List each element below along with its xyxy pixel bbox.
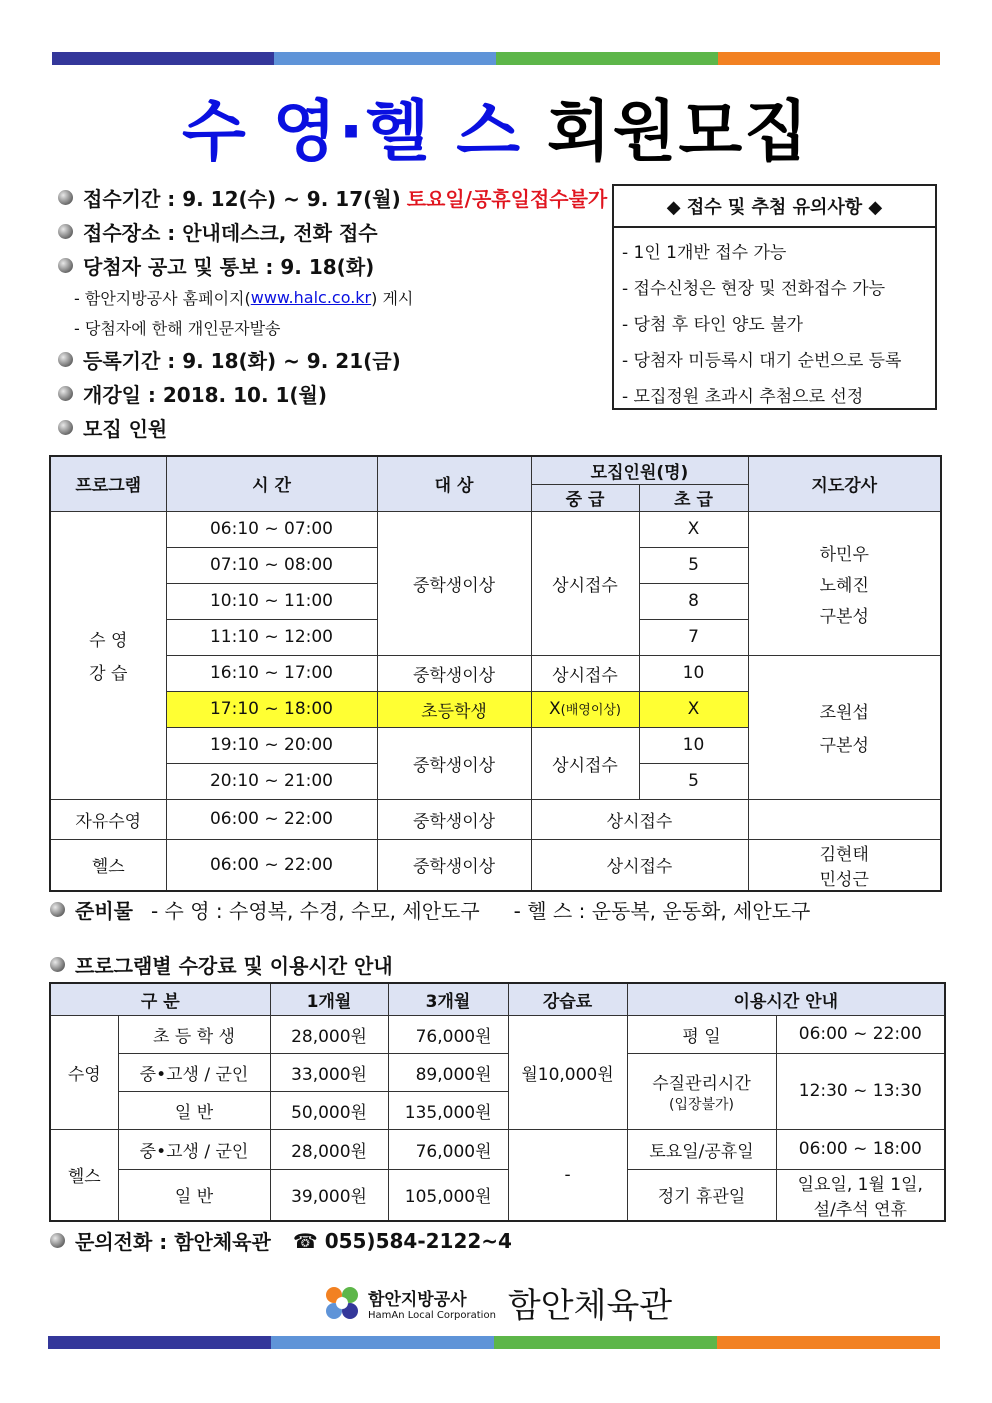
header-target: 대 상 — [377, 456, 531, 511]
mid-count-cell: 상시접수 — [531, 511, 639, 655]
fee-1m-cell: 39,000원 — [270, 1169, 388, 1221]
bullet-icon — [58, 190, 73, 205]
info-period: 접수기간 : 9. 12(수) ~ 9. 17(월) 토요일/공휴일접수불가 — [58, 180, 618, 214]
time-cell: 10:10 ~ 11:00 — [166, 583, 377, 619]
time-cell: 16:10 ~ 17:00 — [166, 655, 377, 691]
fee-3m-cell: 105,000원 — [388, 1169, 508, 1221]
table-row — [50, 1169, 945, 1221]
gym-name: 함안체육관 — [507, 1286, 673, 1326]
bullet-icon — [58, 386, 73, 401]
bullet-icon — [58, 352, 73, 367]
target-cell: 중학생이상 — [377, 799, 531, 839]
time-cell: 06:10 ~ 07:00 — [166, 511, 377, 547]
target-cell: 중학생이상 — [377, 839, 531, 891]
time-cell: 19:10 ~ 20:00 — [166, 727, 377, 763]
info-list — [58, 180, 618, 444]
notice-box — [612, 184, 937, 410]
contact-line: 문의전화 : 함안체육관 ☎ 055)584-2122~4 — [50, 1226, 512, 1255]
cat-cell: 초 등 학 생 — [118, 1015, 270, 1053]
hours-label-cell: 수질관리시간 (입장불가) — [627, 1053, 776, 1129]
cat-cell: 일 반 — [118, 1169, 270, 1221]
notice-item: - 당첨자 미등록시 대기 순번으로 등록 — [622, 350, 902, 371]
time-cell: 20:10 ~ 21:00 — [166, 763, 377, 799]
hours-value-cell: 일요일, 1월 1일, 설/추석 연휴 — [776, 1169, 945, 1221]
mid-count-cell: 상시접수 — [531, 727, 639, 799]
time-cell: 07:10 ~ 08:00 — [166, 547, 377, 583]
target-cell: 초등학생 — [377, 691, 531, 727]
fee-3m-cell: 89,000원 — [388, 1053, 508, 1091]
fee-3m-cell: 76,000원 — [388, 1015, 508, 1053]
info-announce-sub1: - 함안지방공사 홈페이지( www.halc.co.kr ) 게시 — [74, 287, 414, 308]
top-color-bar — [52, 52, 940, 65]
header-3m: 3개월 — [388, 983, 508, 1015]
fee-section-title: 프로그램별 수강료 및 이용시간 안내 — [50, 950, 393, 979]
mid-count-cell: 상시접수 — [531, 655, 639, 691]
program-cell: 자유수영 — [50, 799, 166, 839]
beg-count-cell: 7 — [639, 619, 748, 655]
header-beg: 초 급 — [639, 484, 748, 511]
recruit-table — [49, 455, 942, 892]
beg-count-cell: 5 — [639, 763, 748, 799]
bullet-icon — [58, 420, 73, 435]
teacher-cell: 하민우 노혜진 구본성 — [748, 511, 941, 655]
bottom-color-bar — [48, 1336, 940, 1349]
info-place: 접수장소 : 안내데스크, 전화 접수 — [58, 214, 618, 248]
fee-3m-cell: 76,000원 — [388, 1129, 508, 1169]
table-row — [50, 655, 941, 691]
beg-count-cell: 10 — [639, 655, 748, 691]
bullet-icon — [50, 1233, 65, 1248]
header-time: 시 간 — [166, 456, 377, 511]
beg-count-cell: X — [639, 691, 748, 727]
info-announce-sub2: - 당첨자에 한해 개인문자발송 — [74, 318, 281, 338]
fee-1m-cell: 33,000원 — [270, 1053, 388, 1091]
notice-item: - 당첨 후 타인 양도 불가 — [622, 314, 803, 335]
beg-count-cell: 10 — [639, 727, 748, 763]
table-row — [50, 1129, 945, 1169]
header-1m: 1개월 — [270, 983, 388, 1015]
count-cell: 상시접수 — [531, 799, 748, 839]
title-sports: 수 영·헬 스 — [181, 93, 523, 170]
prep-line: 준비물 - 수 영 : 수영복, 수경, 수모, 세안도구 - 헬 스 : 운동복, 운동화, 세안도구 — [50, 895, 810, 924]
bullet-icon — [50, 957, 65, 972]
cat-cell: 일 반 — [118, 1091, 270, 1129]
lesson-fee-cell: - — [508, 1129, 627, 1221]
bullet-icon — [50, 902, 65, 917]
table-row — [50, 799, 941, 839]
fee-table — [49, 982, 946, 1222]
table-row — [50, 511, 941, 547]
time-cell: 11:10 ~ 12:00 — [166, 619, 377, 655]
cat-cell: 중•고생 / 군인 — [118, 1129, 270, 1169]
period-note: 토요일/공휴일접수불가 — [406, 186, 608, 211]
header-div: 구 분 — [50, 983, 270, 1015]
swim-program-cell: 수 영 강 습 — [50, 511, 166, 799]
header-hours: 이용시간 안내 — [627, 983, 945, 1015]
page-title — [0, 78, 992, 173]
notice-item: - 1인 1개반 접수 가능 — [622, 242, 787, 263]
header-program: 프로그램 — [50, 456, 166, 511]
target-cell: 중학생이상 — [377, 727, 531, 799]
teacher-cell — [748, 799, 941, 839]
hours-label-cell: 평 일 — [627, 1015, 776, 1053]
hours-label-cell: 정기 휴관일 — [627, 1169, 776, 1221]
swim-cat-cell: 수영 — [50, 1015, 118, 1129]
bullet-icon — [58, 224, 73, 239]
table-row — [50, 1053, 945, 1091]
header-teacher: 지도강사 — [748, 456, 941, 511]
corporation-logo-icon — [320, 1283, 364, 1323]
info-recruit: 모집 인원 — [58, 410, 618, 444]
time-cell: 06:00 ~ 22:00 — [166, 839, 377, 891]
beg-count-cell: 8 — [639, 583, 748, 619]
homepage-link[interactable]: www.halc.co.kr — [250, 287, 372, 307]
fee-1m-cell: 50,000원 — [270, 1091, 388, 1129]
title-recruit: 회원모집 — [547, 93, 811, 170]
fee-1m-cell: 28,000원 — [270, 1015, 388, 1053]
table-row — [50, 1015, 945, 1053]
hours-value-cell: 06:00 ~ 18:00 — [776, 1129, 945, 1169]
time-cell: 06:00 ~ 22:00 — [166, 799, 377, 839]
time-cell: 17:10 ~ 18:00 — [166, 691, 377, 727]
notice-item: - 모집정원 초과시 추첨으로 선정 — [622, 386, 864, 407]
program-cell: 헬스 — [50, 839, 166, 891]
notice-item: - 접수신청은 현장 및 전화접수 가능 — [622, 278, 886, 299]
header-count: 모집인원(명) — [531, 456, 748, 484]
org-name: 함안지방공사 HamAn Local Corporation — [368, 1289, 496, 1321]
lesson-fee-cell: 월10,000원 — [508, 1015, 627, 1129]
teacher-cell: 조원섭 구본성 — [748, 655, 941, 799]
count-cell: 상시접수 — [531, 839, 748, 891]
hours-value-cell: 12:30 ~ 13:30 — [776, 1053, 945, 1129]
hours-value-cell: 06:00 ~ 22:00 — [776, 1015, 945, 1053]
fee-1m-cell: 28,000원 — [270, 1129, 388, 1169]
info-open: 개강일 : 2018. 10. 1(월) — [58, 376, 618, 410]
cat-cell: 중•고생 / 군인 — [118, 1053, 270, 1091]
table-row — [50, 839, 941, 891]
phone-number: ☎ 055)584-2122~4 — [292, 1228, 512, 1253]
footer-logo — [320, 1278, 672, 1327]
info-announce: 당첨자 공고 및 통보 : 9. 18(화) — [58, 248, 618, 282]
beg-count-cell: 5 — [639, 547, 748, 583]
header-lesson: 강습료 — [508, 983, 627, 1015]
teacher-cell: 김현태 민성근 — [748, 839, 941, 891]
beg-count-cell: X — [639, 511, 748, 547]
fee-3m-cell: 135,000원 — [388, 1091, 508, 1129]
info-register: 등록기간 : 9. 18(화) ~ 9. 21(금) — [58, 342, 618, 376]
notice-title: ◆ 접수 및 추첨 유의사항 ◆ — [614, 186, 935, 228]
header-mid: 중 급 — [531, 484, 639, 511]
hours-label-cell: 토요일/공휴일 — [627, 1129, 776, 1169]
bullet-icon — [58, 258, 73, 273]
target-cell: 중학생이상 — [377, 511, 531, 655]
health-cat-cell: 헬스 — [50, 1129, 118, 1221]
target-cell: 중학생이상 — [377, 655, 531, 691]
mid-count-cell: X(배영이상) — [531, 691, 639, 727]
